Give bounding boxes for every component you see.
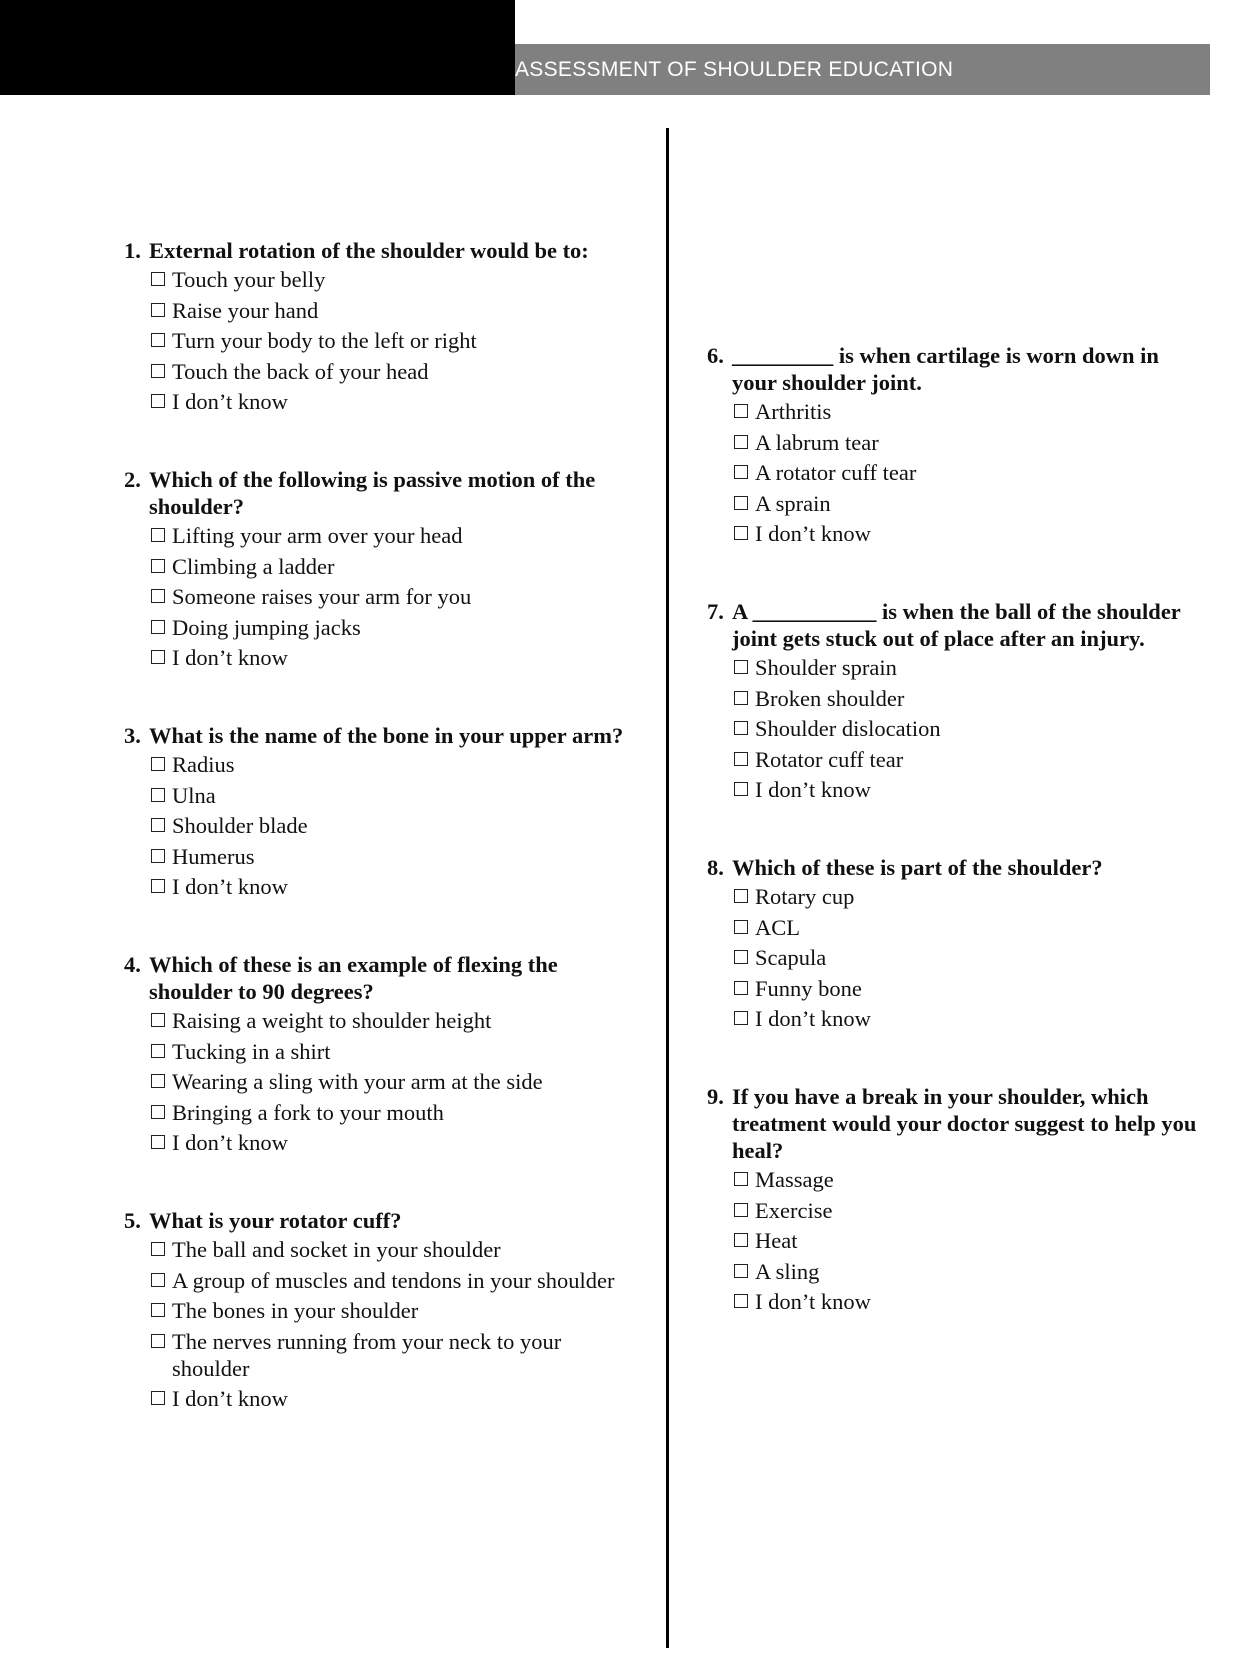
answer-option-label: The ball and socket in your shoulder [172,1237,501,1262]
answer-option-label: Touch your belly [172,267,326,292]
question-4 [124,951,644,1156]
question-text: External rotation of the shoulder would be to: [149,238,589,263]
question-heading [124,466,644,520]
checkbox-icon[interactable] [151,303,165,317]
question-heading [707,598,1207,652]
question-8 [707,854,1207,1032]
answer-options [734,654,1207,803]
answer-option[interactable] [734,944,1207,971]
answer-option-label: Turn your body to the left or right [172,328,477,353]
answer-option-label: I don’t know [172,645,288,670]
answer-option[interactable] [151,812,644,839]
answer-option[interactable] [151,553,644,580]
checkbox-icon[interactable] [734,1233,748,1247]
answer-option-label: Humerus [172,843,255,869]
checkbox-icon[interactable] [151,1044,165,1058]
answer-option[interactable] [151,782,644,809]
header-title-bar [515,44,1210,95]
answer-option-label: Wearing a sling with your arm at the side [172,1069,543,1094]
answer-option[interactable] [151,327,644,354]
answer-option-label: Rotary cup [755,884,855,909]
checkbox-icon[interactable] [151,1242,165,1256]
answer-options [734,883,1207,1032]
answer-option-label: I don’t know [755,1006,871,1031]
checkbox-icon[interactable] [151,272,165,286]
answer-option-label: Lifting your arm over your head [172,523,463,548]
answer-option[interactable] [734,1166,1207,1193]
answer-option[interactable] [734,746,1207,773]
checkbox-icon[interactable] [734,1011,748,1025]
checkbox-icon[interactable] [734,752,748,766]
answer-option[interactable] [151,522,644,549]
checkbox-icon[interactable] [151,1303,165,1317]
question-7 [707,598,1207,803]
question-heading [707,1083,1207,1164]
answer-option-label: Touch the back of your head [172,358,429,384]
checkbox-icon[interactable] [734,950,748,964]
answer-option[interactable] [151,1099,644,1126]
checkbox-icon[interactable] [151,364,165,378]
answer-option[interactable] [151,1038,644,1065]
answer-option[interactable] [734,520,1207,547]
checkbox-icon[interactable] [734,920,748,934]
question-heading [124,237,644,264]
checkbox-icon[interactable] [151,1013,165,1027]
answer-option[interactable] [734,1197,1207,1224]
column-divider [666,128,669,1648]
answer-options [734,1166,1207,1315]
answer-option[interactable] [151,1267,644,1294]
answer-option-label: I don’t know [172,1130,288,1155]
question-text: Which of the following is passive motion of the shoulder? [149,467,596,519]
answer-option[interactable] [151,297,644,324]
answer-option[interactable] [734,883,1207,910]
answer-option[interactable] [734,914,1207,941]
checkbox-icon[interactable] [734,1294,748,1308]
question-text: Which of these is part of the shoulder? [732,855,1103,880]
answer-option-label: The nerves running from your neck to your shoulder [172,1328,562,1381]
question-number: 3. [124,723,141,748]
answer-option-label: Shoulder blade [172,813,308,838]
question-number: 6. [707,343,724,368]
answer-option[interactable] [151,388,644,415]
right-column [707,342,1207,1366]
answer-option-label: Funny bone [755,975,862,1001]
header-black-bar [0,0,515,95]
checkbox-icon[interactable] [734,889,748,903]
answer-option-label: Shoulder sprain [755,655,897,680]
answer-options [151,1236,644,1412]
answer-option-label: A group of muscles and tendons in your shoulder [172,1267,615,1293]
checkbox-icon[interactable] [151,528,165,542]
checkbox-icon[interactable] [151,1391,165,1405]
question-2 [124,466,644,671]
question-number: 7. [707,599,724,624]
checkbox-icon[interactable] [734,1264,748,1278]
checkbox-icon[interactable] [151,589,165,603]
question-heading [707,342,1207,396]
answer-option-label: Climbing a ladder [172,553,335,579]
answer-option-label: Broken shoulder [755,685,905,711]
answer-option[interactable] [151,358,644,385]
question-3 [124,722,644,900]
answer-option-label: The bones in your shoulder [172,1298,419,1323]
answer-option-label: Doing jumping jacks [172,614,361,640]
answer-option-label: Arthritis [755,399,832,424]
checkbox-icon[interactable] [151,757,165,771]
checkbox-icon[interactable] [734,721,748,735]
checkbox-icon[interactable] [734,691,748,705]
question-text: _________ is when cartilage is worn down in your shoulder joint. [732,343,1159,395]
checkbox-icon[interactable] [734,981,748,995]
answer-option[interactable] [734,1227,1207,1254]
answer-option[interactable] [734,459,1207,486]
answer-options [734,398,1207,547]
answer-options [151,751,644,900]
answer-option[interactable] [151,1129,644,1156]
question-text: If you have a break in your shoulder, which treatment would your doctor suggest to help you heal? [732,1084,1197,1163]
question-9 [707,1083,1207,1315]
answer-option[interactable] [734,490,1207,517]
checkbox-icon[interactable] [151,1074,165,1088]
checkbox-icon[interactable] [151,333,165,347]
checkbox-icon[interactable] [151,879,165,893]
checkbox-icon[interactable] [151,849,165,863]
answer-option[interactable] [151,843,644,870]
checkbox-icon[interactable] [734,435,748,449]
checkbox-icon[interactable] [151,1334,165,1348]
question-6 [707,342,1207,547]
question-number: 8. [707,855,724,880]
question-heading [124,722,644,749]
checkbox-icon[interactable] [734,1172,748,1186]
answer-option-label: Scapula [755,945,827,970]
answer-option[interactable] [151,1328,644,1382]
checkbox-icon[interactable] [151,788,165,802]
answer-option[interactable] [734,776,1207,803]
answer-option-label: A sprain [755,490,831,516]
answer-option[interactable] [151,644,644,671]
answer-option[interactable] [734,1258,1207,1285]
answer-option-label: Massage [755,1167,834,1192]
question-number: 2. [124,467,141,492]
answer-option-label: Ulna [172,782,216,808]
answer-option-label: A labrum tear [755,429,879,455]
checkbox-icon[interactable] [151,1105,165,1119]
answer-option[interactable] [151,1297,644,1324]
answer-option-label: Heat [755,1228,798,1253]
answer-option[interactable] [151,751,644,778]
answer-option[interactable] [151,1385,644,1412]
answer-option[interactable] [734,685,1207,712]
answer-option-label: I don’t know [755,1289,871,1314]
answer-option-label: Bringing a fork to your mouth [172,1099,444,1125]
question-heading [707,854,1207,881]
checkbox-icon[interactable] [734,660,748,674]
question-text: What is the name of the bone in your upper arm? [149,723,624,748]
answer-option[interactable] [151,1068,644,1095]
answer-option-label: A rotator cuff tear [755,460,917,485]
question-number: 4. [124,952,141,977]
question-number: 5. [124,1208,141,1233]
answer-option-label: I don’t know [172,389,288,414]
answer-option[interactable] [734,1288,1207,1315]
checkbox-icon[interactable] [151,394,165,408]
answer-option[interactable] [151,1007,644,1034]
checkbox-icon[interactable] [151,620,165,634]
answer-option-label: Exercise [755,1197,833,1223]
question-heading [124,951,644,1005]
checkbox-icon[interactable] [734,526,748,540]
checkbox-icon[interactable] [734,465,748,479]
checkbox-icon[interactable] [151,818,165,832]
answer-option[interactable] [734,715,1207,742]
checkbox-icon[interactable] [151,559,165,573]
answer-option-label: Rotator cuff tear [755,746,904,772]
question-number: 9. [707,1084,724,1109]
answer-option[interactable] [734,398,1207,425]
question-text: Which of these is an example of flexing the shoulder to 90 degrees? [149,952,558,1004]
question-text: What is your rotator cuff? [149,1208,402,1233]
answer-option[interactable] [151,614,644,641]
checkbox-icon[interactable] [734,404,748,418]
answer-option-label: A sling [755,1258,820,1284]
answer-options [151,266,644,415]
answer-option-label: Someone raises your arm for you [172,584,472,609]
question-number: 1. [124,238,141,263]
answer-option-label: Shoulder dislocation [755,716,941,741]
answer-option-label: Raise your hand [172,297,319,323]
checkbox-icon[interactable] [734,1203,748,1217]
answer-option[interactable] [151,266,644,293]
answer-option-label: ACL [755,914,800,940]
answer-option-label: I don’t know [755,777,871,802]
answer-options [151,1007,644,1156]
answer-option-label: Tucking in a shirt [172,1038,331,1064]
page-title: ASSESSMENT OF SHOULDER EDUCATION [515,57,954,81]
answer-option-label: I don’t know [755,521,871,546]
answer-option[interactable] [734,1005,1207,1032]
left-column [124,237,644,1463]
question-heading [124,1207,644,1234]
answer-option-label: I don’t know [172,1386,288,1411]
answer-option[interactable] [151,583,644,610]
answer-option[interactable] [151,1236,644,1263]
answer-option-label: I don’t know [172,874,288,899]
answer-option-label: Radius [172,752,235,777]
checkbox-icon[interactable] [734,782,748,796]
answer-option[interactable] [734,975,1207,1002]
answer-options [151,522,644,671]
checkbox-icon[interactable] [151,1135,165,1149]
answer-option-label: Raising a weight to shoulder height [172,1008,492,1033]
question-5 [124,1207,644,1412]
checkbox-icon[interactable] [151,650,165,664]
checkbox-icon[interactable] [734,496,748,510]
answer-option[interactable] [151,873,644,900]
answer-option[interactable] [734,654,1207,681]
checkbox-icon[interactable] [151,1273,165,1287]
answer-option[interactable] [734,429,1207,456]
question-1 [124,237,644,415]
question-text: A ___________ is when the ball of the shoulder joint gets stuck out of place after an injury. [732,599,1181,651]
